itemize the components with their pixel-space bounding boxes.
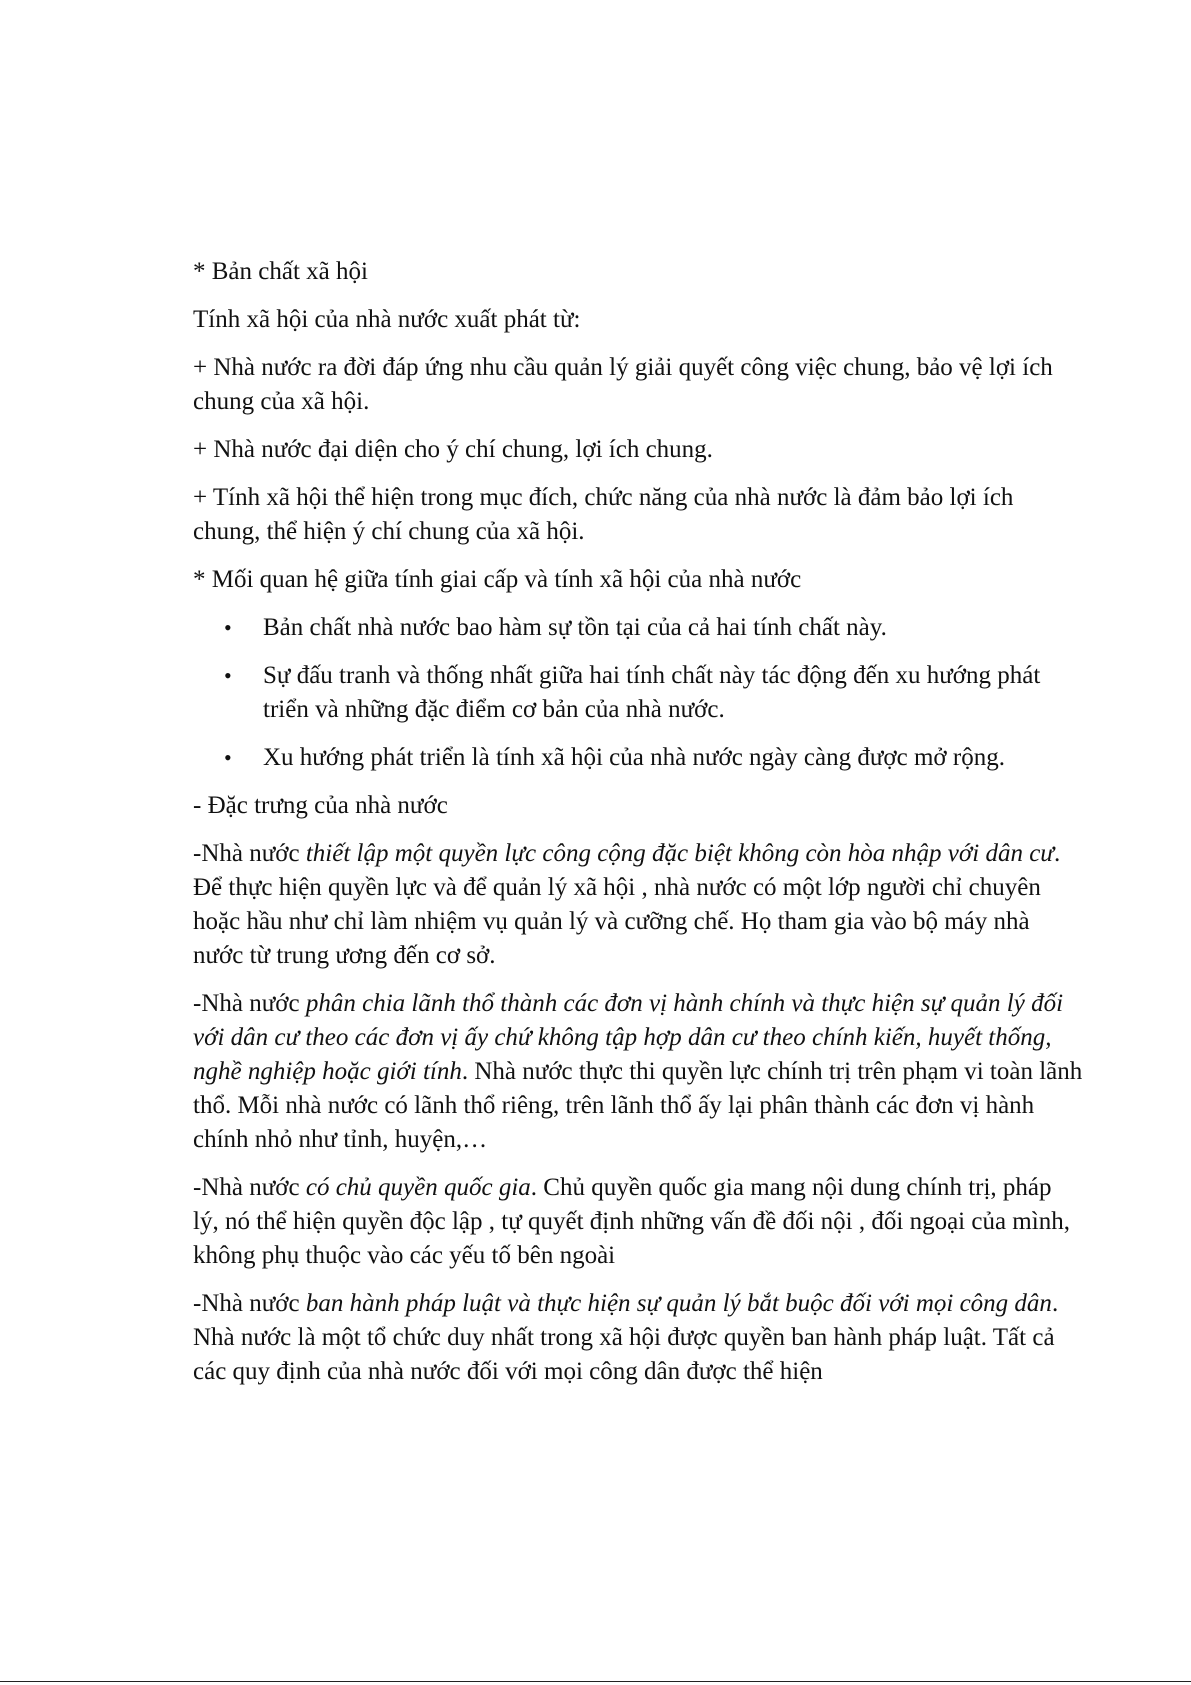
feature-lead: -Nhà nước bbox=[193, 1290, 306, 1317]
bullet-text: Xu hướng phát triển là tính xã hội của nhà nước ngày càng được mở rộng. bbox=[263, 744, 1005, 771]
list-item bbox=[193, 611, 1083, 645]
feature-lead: -Nhà nước bbox=[193, 990, 306, 1017]
feature-body: . Chủ quyền quốc gia mang nội dung chính trị, pháp lý, nó thể hiện quyền độc lập , tự quyết định những vấn đề đối nội , đối ngoại của mình, không phụ thuộc vào các yếu tố bên ngoài bbox=[193, 1174, 1070, 1269]
social-point-3: + Tính xã hội thể hiện trong mục đích, chức năng của nhà nước là đảm bảo lợi ích chung, thể hiện ý chí chung của xã hội. bbox=[193, 484, 1014, 545]
feature-body: . Nhà nước thực thi quyền lực chính trị trên phạm vi toàn lãnh thổ. Mỗi nhà nước có lãnh thổ riêng, trên lãnh thổ ấy lại phân thành các đơn vị hành chính nhỏ như tỉnh, huyện,… bbox=[193, 1058, 1083, 1153]
intro-social-nature: Tính xã hội của nhà nước xuất phát từ: bbox=[193, 306, 581, 333]
bullet-icon: • bbox=[224, 615, 232, 640]
heading-features: - Đặc trưng của nhà nước bbox=[193, 792, 448, 819]
feature-emphasis: có chủ quyền quốc gia bbox=[305, 1174, 531, 1201]
feature-lead: -Nhà nước bbox=[193, 1174, 306, 1201]
page-bottom-divider bbox=[0, 1681, 1191, 1682]
feature-paragraph-1 bbox=[193, 837, 1083, 973]
feature-lead: -Nhà nước bbox=[193, 840, 306, 867]
list-item bbox=[193, 741, 1083, 775]
feature-body: . Nhà nước là một tổ chức duy nhất trong xã hội được quyền ban hành pháp luật. Tất cả các quy định của nhà nước đối với mọi công dân được thể hiện bbox=[193, 1290, 1059, 1385]
relationship-bullet-list bbox=[193, 611, 1083, 775]
bullet-text: Sự đấu tranh và thống nhất giữa hai tính chất này tác động đến xu hướng phát triển và những đặc điểm cơ bản của nhà nước. bbox=[263, 662, 1041, 723]
bullet-icon: • bbox=[224, 745, 232, 770]
feature-paragraph-2 bbox=[193, 987, 1083, 1157]
feature-emphasis: ban hành pháp luật và thực hiện sự quản lý bắt buộc đối với mọi công dân bbox=[305, 1290, 1052, 1317]
feature-paragraph-3 bbox=[193, 1171, 1083, 1273]
list-item bbox=[193, 659, 1083, 727]
document-page bbox=[193, 255, 1083, 1403]
feature-emphasis: phân chia lãnh thổ thành các đơn vị hành chính và thực hiện sự quản lý đối với dân cư theo các đơn vị ấy chứ không tập hợp dân cư theo chính kiến, huyết thống, nghề nghiệp hoặc giới tính bbox=[193, 990, 1064, 1085]
heading-relationship: * Mối quan hệ giữa tính giai cấp và tính xã hội của nhà nước bbox=[193, 566, 802, 593]
social-point-1: + Nhà nước ra đời đáp ứng nhu cầu quản lý giải quyết công việc chung, bảo vệ lợi ích chung của xã hội. bbox=[193, 354, 1053, 415]
feature-body: . Để thực hiện quyền lực và để quản lý xã hội , nhà nước có một lớp người chỉ chuyên hoặc hầu như chỉ làm nhiệm vụ quản lý và cưỡng chế. Họ tham gia vào bộ máy nhà nước từ trung ương đến cơ sở. bbox=[193, 840, 1061, 969]
feature-emphasis: thiết lập một quyền lực công cộng đặc biệt không còn hòa nhập với dân cư bbox=[305, 840, 1054, 867]
bullet-icon: • bbox=[224, 663, 232, 688]
bullet-text: Bản chất nhà nước bao hàm sự tồn tại của cả hai tính chất này. bbox=[263, 614, 887, 641]
social-point-2: + Nhà nước đại diện cho ý chí chung, lợi ích chung. bbox=[193, 436, 713, 463]
feature-paragraph-4 bbox=[193, 1287, 1083, 1389]
heading-social-nature: * Bản chất xã hội bbox=[193, 258, 368, 285]
